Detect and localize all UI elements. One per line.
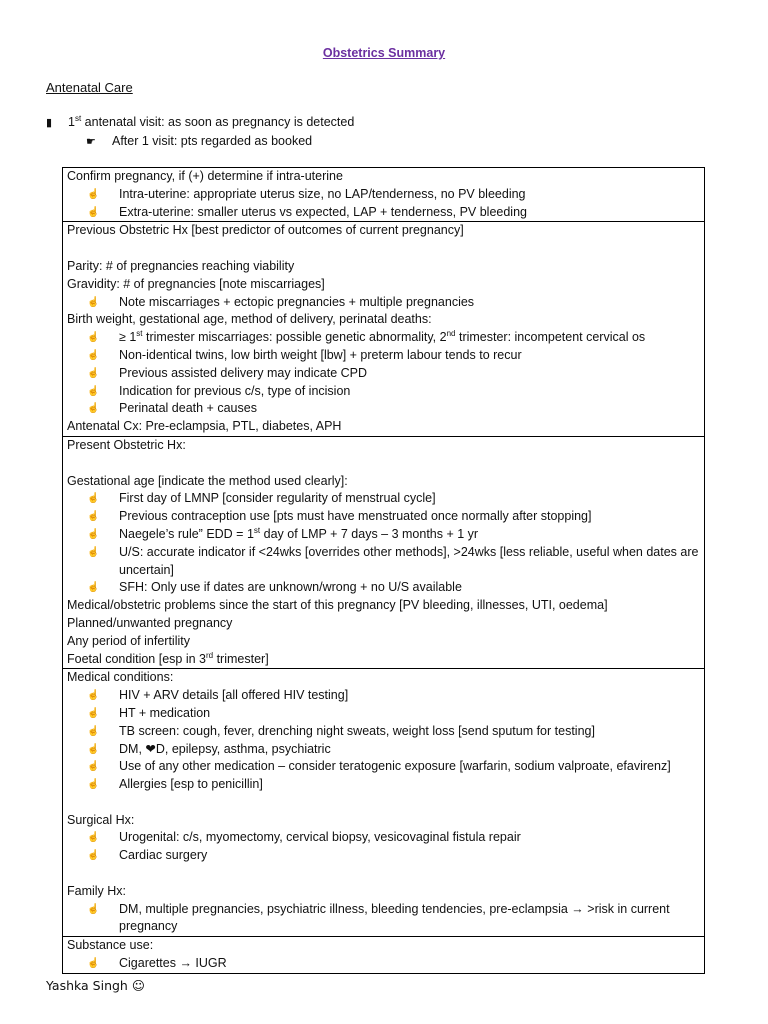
author-footer: Yashka Singh ☺ xyxy=(46,978,145,993)
list-item: ☝ HIV + ARV details [all offered HIV testing] xyxy=(67,687,700,705)
pointing-hand-icon: ☛ xyxy=(86,136,96,148)
person-bullet-icon: ▮ xyxy=(46,117,53,129)
hand-bullet-icon: ☝ xyxy=(87,725,100,737)
table-row xyxy=(63,168,705,222)
hand-bullet-icon: ☝ xyxy=(87,850,100,862)
hand-bullet-icon: ☝ xyxy=(87,206,100,218)
list-item: ☝ Use of any other medication – consider teratogenic exposure [warfarin, sodium valproate, efavirenz] xyxy=(67,758,700,776)
hand-bullet-icon: ☝ xyxy=(87,403,100,415)
hand-bullet-icon: ☝ xyxy=(87,188,100,200)
list-item: ☝ Previous assisted delivery may indicate CPD xyxy=(67,365,700,383)
intro-item-1: ▮ 1st antenatal visit: as soon as pregnancy is detected xyxy=(46,113,355,129)
hand-bullet-icon: ☝ xyxy=(87,349,100,361)
hand-bullet-icon: ☝ xyxy=(87,528,100,540)
hand-bullet-icon: ☝ xyxy=(87,511,100,523)
list-item: ☝ DM, multiple pregnancies, psychiatric illness, bleeding tendencies, pre-eclampsia → >risk in current pregnancy xyxy=(87,901,670,934)
list-item: ☝ HT + medication xyxy=(67,705,700,723)
hand-bullet-icon: ☝ xyxy=(87,296,100,308)
list-item: ☝ U/S: accurate indicator if <24wks [overrides other methods], >24wks [less reliable, useful when dates are uncertain] xyxy=(87,544,699,577)
list-item: ☝ ≥ 1st trimester miscarriages: possible genetic abnormality, 2nd trimester: incompetent cervical os xyxy=(67,329,700,347)
heart-icon: ❤ xyxy=(145,741,156,756)
list-item: ☝ SFH: Only use if dates are unknown/wrong + no U/S available xyxy=(67,579,700,597)
table-row xyxy=(63,222,705,437)
table-row xyxy=(63,436,705,668)
hand-bullet-icon: ☝ xyxy=(87,903,100,915)
cell-medical-conditions: Medical conditions: ☝ HIV + ARV details [all offered HIV testing] ☝ HT + medication ☝ TB screen: cough, fever, drenching night sweats, weight loss [send sputum for testing] ☝ DM, ❤D, epilepsy, asthma, psychiatric ☝ Use of any other medication – consider teratogenic exposure [warfarin, sodium valproate, efavirenz] ☝ Allergies [esp to penicillin] Surgical Hx: ☝ Urogenital: c/s, myomectomy, cervical biopsy, vesicovaginal fistula repair ☝ Cardiac surgery Family Hx: ☝ DM, multiple pregnancies, psychiatric illness, bleeding tendencies, pre-eclampsia → >risk in current pregnancy xyxy=(63,669,705,937)
list-item: ☝ Cardiac surgery xyxy=(67,847,700,865)
hand-bullet-icon: ☝ xyxy=(87,493,100,505)
document-title: Obstetrics Summary xyxy=(322,46,446,60)
section-heading: Antenatal Care xyxy=(46,80,133,95)
summary-table xyxy=(62,167,705,974)
table-row xyxy=(63,937,705,974)
hand-bullet-icon: ☝ xyxy=(87,832,100,844)
cell-present-obstetric-hx: Present Obstetric Hx: Gestational age [indicate the method used clearly]: ☝ First day of LMNP [consider regularity of menstrual cycle] ☝ Previous contraception use [pts must have menstruated once normally after stopping] ☝ Naegele’s rule” EDD = 1st day of LMP + 7 days – 3 months + 1 yr ☝ U/S: accurate indicator if <24wks [overrides other methods], >24wks [less reliable, useful when dates are uncertain] ☝ SFH: Only use if dates are unknown/wrong + no U/S available Medical/obstetric problems since the start of this pregnancy [PV bleeding, illnesses, UTI, oedema] Planned/unwanted pregnancy Any period of infertility Foetal condition [esp in 3rd trimester] xyxy=(63,436,705,668)
hand-bullet-icon: ☝ xyxy=(87,367,100,379)
list-item: ☝ Extra-uterine: smaller uterus vs expected, LAP + tenderness, PV bleeding xyxy=(67,204,700,222)
list-item: ☝ Perinatal death + causes xyxy=(67,400,700,418)
list-item: ☝ DM, ❤D, epilepsy, asthma, psychiatric xyxy=(67,741,700,759)
hand-bullet-icon: ☝ xyxy=(87,385,100,397)
hand-bullet-icon: ☝ xyxy=(87,761,100,773)
list-item: ☝ Cigarettes → IUGR xyxy=(67,955,700,973)
hand-bullet-icon: ☝ xyxy=(87,707,100,719)
list-item: ☝ Intra-uterine: appropriate uterus size, no LAP/tenderness, no PV bleeding xyxy=(67,186,700,204)
list-item: ☝ Indication for previous c/s, type of incision xyxy=(67,383,700,401)
list-item: ☝ Urogenital: c/s, myomectomy, cervical biopsy, vesicovaginal fistula repair xyxy=(67,829,700,847)
hand-bullet-icon: ☝ xyxy=(87,546,100,558)
hand-bullet-icon: ☝ xyxy=(87,582,100,594)
hand-bullet-icon: ☝ xyxy=(87,958,100,970)
hand-bullet-icon: ☝ xyxy=(87,690,100,702)
hand-bullet-icon: ☝ xyxy=(87,743,100,755)
list-item: ☝ TB screen: cough, fever, drenching night sweats, weight loss [send sputum for testing] xyxy=(67,723,700,741)
intro-item-2: ☛ After 1 visit: pts regarded as booked xyxy=(86,134,313,148)
cell-substance-use: Substance use: ☝ Cigarettes → IUGR xyxy=(63,937,705,974)
list-item: ☝ Naegele’s rule” EDD = 1st day of LMP + 7 days – 3 months + 1 yr xyxy=(67,526,700,544)
hand-bullet-icon: ☝ xyxy=(87,332,100,344)
table-row xyxy=(63,669,705,937)
list-item: ☝ First day of LMNP [consider regularity of menstrual cycle] xyxy=(67,490,700,508)
cell-confirm-pregnancy: Confirm pregnancy, if (+) determine if intra-uterine ☝ Intra-uterine: appropriate uterus size, no LAP/tenderness, no PV bleeding ☝ Extra-uterine: smaller uterus vs expected, LAP + tenderness, PV bleeding xyxy=(63,168,705,222)
hand-bullet-icon: ☝ xyxy=(87,779,100,791)
list-item: ☝ Allergies [esp to penicillin] xyxy=(67,776,700,794)
list-item: ☝ Non-identical twins, low birth weight [lbw] + preterm labour tends to recur xyxy=(67,347,700,365)
list-item: ☝ Note miscarriages + ectopic pregnancies + multiple pregnancies xyxy=(67,294,700,312)
cell-previous-obstetric-hx: Previous Obstetric Hx [best predictor of outcomes of current pregnancy] Parity: # of pregnancies reaching viability Gravidity: # of pregnancies [note miscarriages] ☝ Note miscarriages + ectopic pregnancies + multiple pregnancies Birth weight, gestational age, method of delivery, perinatal deaths: ☝ ≥ 1st trimester miscarriages: possible genetic abnormality, 2nd trimester: incompetent cervical os ☝ Non-identical twins, low birth weight [lbw] + preterm labour tends to recur ☝ Previous assisted delivery may indicate CPD ☝ Indication for previous c/s, type of incision ☝ Perinatal death + causes Antenatal Cx: Pre-eclampsia, PTL, diabetes, APH xyxy=(63,222,705,437)
list-item: ☝ Previous contraception use [pts must have menstruated once normally after stopping] xyxy=(67,508,700,526)
